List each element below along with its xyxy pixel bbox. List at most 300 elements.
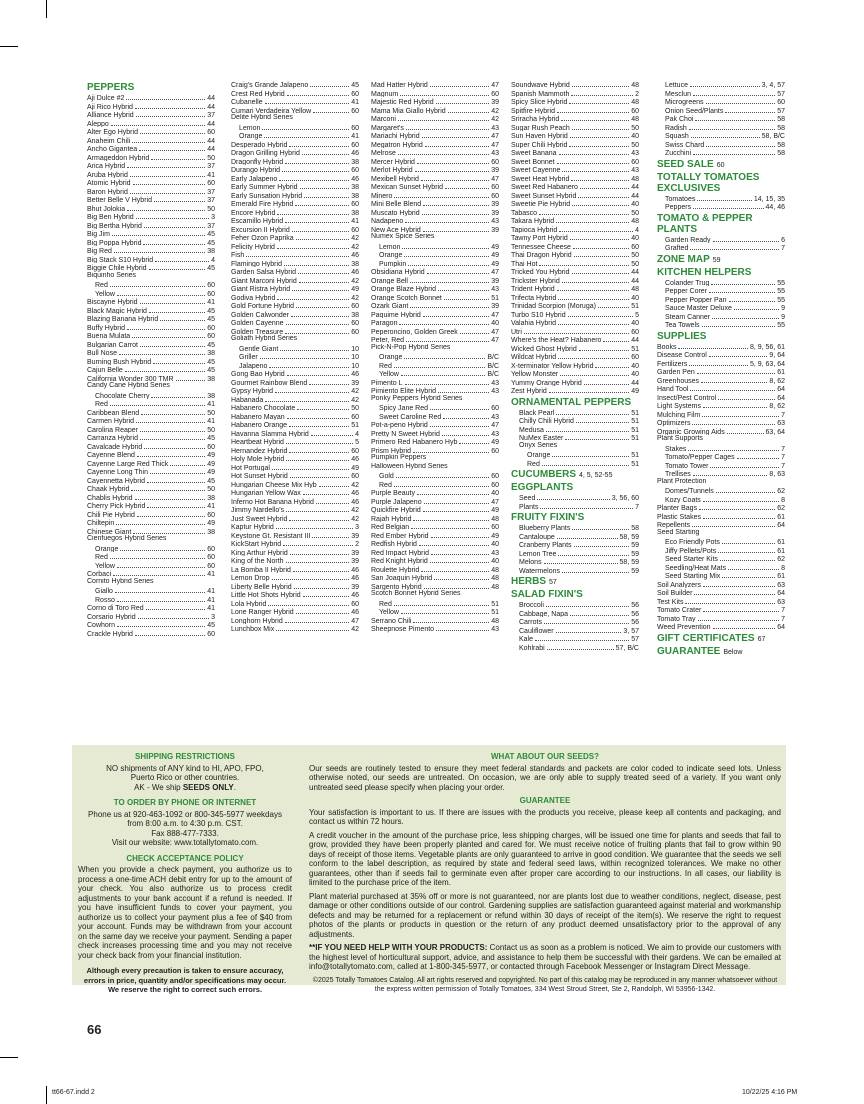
entry-page-ref: 42 bbox=[491, 116, 499, 123]
index-entry bbox=[511, 165, 639, 174]
entry-label: Spanish Mammoth bbox=[511, 90, 570, 97]
dot-leader bbox=[562, 276, 629, 283]
dot-leader bbox=[311, 429, 353, 436]
dot-leader bbox=[400, 89, 489, 96]
index-entry bbox=[87, 178, 215, 187]
entry-page-ref: 58, 59 bbox=[619, 533, 639, 540]
entry-page-ref: 45 bbox=[207, 358, 215, 365]
index-entry bbox=[371, 497, 499, 506]
entry-page-ref: 10 bbox=[351, 354, 359, 361]
entry-page-ref: 43 bbox=[491, 413, 499, 420]
dot-leader bbox=[149, 306, 205, 313]
index-entry bbox=[511, 532, 639, 541]
index-entry bbox=[87, 280, 215, 289]
entry-page-ref: 8, 63 bbox=[769, 471, 785, 478]
entry-label: Cowhorn bbox=[87, 622, 116, 629]
index-entry bbox=[511, 131, 639, 140]
index-entry bbox=[231, 556, 359, 565]
entry-label: Garden Ready bbox=[665, 236, 711, 243]
dot-leader bbox=[571, 174, 629, 181]
entry-page-ref: 49 bbox=[351, 286, 359, 293]
entry-page-ref: 38 bbox=[351, 311, 359, 318]
entry-page-ref: 46 bbox=[351, 175, 359, 182]
entry-label: Bulgarian Carrot bbox=[87, 341, 138, 348]
entry-page-ref: 62 bbox=[777, 556, 785, 563]
entry-page-ref: 3, 4, 57 bbox=[761, 82, 785, 89]
index-entry bbox=[371, 276, 499, 285]
index-entry bbox=[371, 165, 499, 174]
index-entry bbox=[511, 352, 639, 361]
dot-leader bbox=[147, 501, 205, 508]
dot-leader bbox=[316, 497, 349, 504]
dot-leader bbox=[710, 461, 779, 468]
index-entry bbox=[231, 327, 359, 336]
dot-leader bbox=[547, 643, 614, 650]
entry-label: Pick-N-Pop Hybrid Series bbox=[371, 343, 451, 351]
dot-leader bbox=[421, 174, 489, 181]
seeds-title: WHAT ABOUT OUR SEEDS? bbox=[491, 752, 599, 761]
entry-label: Craig's Grande Jalapeno bbox=[231, 82, 309, 89]
dot-leader bbox=[580, 182, 629, 189]
dot-leader bbox=[430, 403, 489, 410]
entry-label: Tomato Crater bbox=[657, 607, 702, 614]
index-entry bbox=[87, 510, 215, 519]
entry-page-ref: 48 bbox=[491, 575, 499, 582]
entry-page-ref: 40 bbox=[631, 371, 639, 378]
entry-page-ref: 47 bbox=[491, 328, 499, 335]
entry-label: Numex Spice Series bbox=[371, 233, 435, 240]
entry-page-ref: 60 bbox=[777, 99, 785, 106]
entry-label: Black Pearl bbox=[519, 409, 555, 416]
entry-page-ref: 60 bbox=[631, 328, 639, 335]
dot-leader bbox=[706, 97, 776, 104]
dot-leader bbox=[269, 361, 349, 368]
index-entry bbox=[657, 410, 785, 419]
entry-label: Hungarian Yellow Wax bbox=[231, 490, 301, 497]
index-entry bbox=[371, 386, 499, 395]
section-heading bbox=[657, 213, 785, 235]
date-slug: 10/22/25 4:16 PM bbox=[742, 1089, 798, 1096]
dot-leader bbox=[133, 527, 205, 534]
entry-label: Excursion II Hybrid bbox=[231, 226, 290, 233]
index-entry bbox=[371, 446, 499, 455]
index-entry bbox=[511, 416, 639, 425]
entry-label: Scotch Bonnet Hybrid Series bbox=[371, 590, 461, 597]
index-entry bbox=[231, 437, 359, 446]
entry-page-ref: 46 bbox=[351, 498, 359, 505]
entry-label: Pimento L bbox=[371, 379, 403, 386]
index-entry bbox=[371, 369, 499, 378]
index-entry bbox=[231, 318, 359, 327]
entry-label: Godiva Hybrid bbox=[231, 294, 276, 301]
entry-page-ref: 8, 62 bbox=[769, 377, 785, 384]
index-entry bbox=[231, 454, 359, 463]
index-entry bbox=[511, 191, 639, 200]
index-entry bbox=[511, 250, 639, 259]
dot-leader bbox=[546, 600, 629, 607]
dot-leader bbox=[703, 512, 775, 519]
dot-leader bbox=[119, 348, 205, 355]
entry-page-ref: 41 bbox=[207, 503, 215, 510]
index-entry bbox=[371, 361, 499, 370]
index-entry bbox=[87, 221, 215, 230]
index-entry bbox=[371, 250, 499, 259]
entry-page-ref: 60 bbox=[491, 192, 499, 199]
index-entry bbox=[87, 552, 215, 561]
section-page-ref: 59 bbox=[712, 256, 721, 264]
dot-leader bbox=[689, 359, 748, 366]
entry-page-ref: 8, 9, 56, 61 bbox=[749, 343, 785, 350]
entry-page-ref: 40 bbox=[631, 294, 639, 301]
dot-leader bbox=[133, 178, 206, 185]
index-entry bbox=[231, 395, 359, 404]
dot-leader bbox=[149, 263, 206, 270]
entry-label: Lemon bbox=[239, 124, 261, 131]
entry-label: Chinese Giant bbox=[87, 528, 132, 535]
entry-page-ref: 47 bbox=[491, 82, 499, 89]
dot-leader bbox=[561, 114, 629, 121]
entry-label: Squash bbox=[665, 133, 689, 140]
index-entry bbox=[657, 359, 785, 368]
entry-label: Lunchbox Mix bbox=[231, 626, 275, 633]
entry-page-ref: 44 bbox=[207, 95, 215, 102]
dot-leader bbox=[568, 310, 633, 317]
dot-leader bbox=[703, 605, 779, 612]
index-entry bbox=[231, 403, 359, 412]
dot-leader bbox=[722, 537, 775, 544]
dot-leader bbox=[711, 278, 775, 285]
index-entry bbox=[657, 418, 785, 427]
dot-leader bbox=[309, 378, 349, 385]
entry-page-ref: 57 bbox=[777, 107, 785, 114]
section-heading bbox=[511, 576, 639, 587]
index-entry bbox=[231, 131, 359, 140]
index-entry bbox=[657, 605, 785, 614]
entry-label: Mariachi Hybrid bbox=[371, 133, 420, 140]
dot-leader bbox=[265, 395, 349, 402]
dot-leader bbox=[693, 469, 768, 476]
entry-label: Jimmy Nardello's bbox=[231, 507, 285, 514]
entry-page-ref: 42 bbox=[351, 626, 359, 633]
entry-page-ref: 49 bbox=[491, 243, 499, 250]
section-heading-text: PEPPERS bbox=[87, 82, 135, 93]
index-entry bbox=[87, 442, 215, 451]
index-entry bbox=[231, 369, 359, 378]
entry-label: Candy Cane Hybrid Series bbox=[87, 382, 170, 389]
entry-label: Gold Fortune Hybrid bbox=[231, 303, 295, 310]
index-entry bbox=[87, 527, 215, 536]
section-heading-text: KITCHEN HELPERS bbox=[657, 266, 752, 278]
index-entry bbox=[511, 284, 639, 293]
website-link[interactable]: Visit our website: www.totallytomato.com. bbox=[111, 838, 259, 847]
entry-page-ref: 3 bbox=[355, 524, 359, 531]
index-entry bbox=[511, 208, 639, 217]
index-entry bbox=[231, 335, 359, 344]
index-entry bbox=[511, 276, 639, 285]
index-entry bbox=[371, 488, 499, 497]
index-entry bbox=[511, 442, 639, 451]
entry-label: Trellises bbox=[665, 471, 691, 478]
entry-label: Cayennetta Hybrid bbox=[87, 477, 145, 484]
entry-page-ref: 60 bbox=[351, 201, 359, 208]
entry-label: Soil Builder bbox=[657, 590, 693, 597]
entry-label: Cajun Belle bbox=[87, 367, 123, 374]
entry-page-ref: 4 bbox=[635, 226, 639, 233]
section-heading bbox=[511, 469, 639, 480]
entry-label: Big Poppa Hybrid bbox=[87, 239, 142, 246]
dot-leader bbox=[718, 546, 775, 553]
entry-label: Carranza Hybrid bbox=[87, 435, 138, 442]
entry-page-ref: 60 bbox=[491, 184, 499, 191]
entry-label: Orange Blaze Hybrid bbox=[371, 286, 436, 293]
dot-leader bbox=[405, 378, 490, 385]
entry-label: Mini Belle Blend bbox=[371, 201, 422, 208]
entry-page-ref: 42 bbox=[351, 235, 359, 242]
dot-leader bbox=[713, 235, 780, 242]
dot-leader bbox=[562, 165, 629, 172]
entry-page-ref: 5 bbox=[635, 311, 639, 318]
index-entry bbox=[87, 297, 215, 306]
dot-leader bbox=[539, 259, 629, 266]
policy-left-column bbox=[78, 750, 292, 995]
dot-leader bbox=[127, 323, 205, 330]
index-entry bbox=[511, 293, 639, 302]
index-entry bbox=[231, 539, 359, 548]
index-entry bbox=[657, 571, 785, 580]
entry-label: Golden Cayenne bbox=[231, 320, 284, 327]
shipping-ak-text: AK - We ship bbox=[134, 782, 183, 792]
entry-page-ref: 48 bbox=[491, 566, 499, 573]
entry-page-ref: 40 bbox=[491, 541, 499, 548]
dot-leader bbox=[438, 284, 489, 291]
dot-leader bbox=[544, 617, 629, 624]
index-entry bbox=[87, 399, 215, 408]
index-entry bbox=[231, 378, 359, 387]
dot-leader bbox=[698, 614, 780, 621]
entry-page-ref: 40 bbox=[491, 320, 499, 327]
entry-page-ref: 45 bbox=[207, 231, 215, 238]
entry-label: Stakes bbox=[665, 445, 687, 452]
dot-leader bbox=[283, 539, 353, 546]
entry-label: Habanada bbox=[231, 396, 264, 403]
order-line: from 8:00 a.m. to 4:30 p.m. CST. bbox=[127, 819, 243, 828]
entry-page-ref: 50 bbox=[631, 124, 639, 131]
index-entry bbox=[87, 238, 215, 247]
dot-leader bbox=[574, 250, 630, 257]
index-entry bbox=[657, 303, 785, 312]
dot-leader bbox=[688, 444, 779, 451]
index-entry bbox=[657, 461, 785, 470]
entry-page-ref: 39 bbox=[491, 303, 499, 310]
index-entry bbox=[87, 433, 215, 442]
entry-label: Inferno Hot Banana Hybrid bbox=[231, 498, 314, 505]
entry-page-ref: 39 bbox=[491, 99, 499, 106]
entry-label: Mesclun bbox=[665, 90, 692, 97]
entry-page-ref: 44 bbox=[631, 337, 639, 344]
dot-leader bbox=[544, 557, 618, 564]
order-line: Fax 888-477-7333. bbox=[151, 828, 219, 838]
index-entry bbox=[657, 537, 785, 546]
index-entry bbox=[511, 182, 639, 191]
entry-label: Melrose bbox=[371, 150, 396, 157]
index-entry bbox=[511, 549, 639, 558]
entry-label: Grafted bbox=[665, 245, 689, 252]
index-entry bbox=[511, 80, 639, 89]
entry-label: Onyx Series bbox=[519, 441, 558, 449]
index-entry bbox=[87, 476, 215, 485]
index-entry bbox=[87, 391, 215, 400]
entry-label: Domes/Tunnels bbox=[665, 488, 714, 495]
entry-label: Lettuce bbox=[665, 82, 688, 89]
index-entry bbox=[231, 582, 359, 591]
section-heading-text: CUCUMBERS bbox=[511, 469, 576, 480]
entry-page-ref: 47 bbox=[491, 311, 499, 318]
entry-label: Ancho Gigantea bbox=[87, 146, 138, 153]
index-entry bbox=[231, 386, 359, 395]
entry-page-ref: 45 bbox=[207, 622, 215, 629]
dot-leader bbox=[272, 573, 350, 580]
index-entry bbox=[511, 267, 639, 276]
entry-label: Carolina Reaper bbox=[87, 426, 138, 433]
index-entry bbox=[657, 89, 785, 98]
index-entry bbox=[371, 208, 499, 217]
entry-label: Lemon Tree bbox=[519, 550, 557, 557]
dot-leader bbox=[598, 301, 629, 308]
index-entry bbox=[371, 242, 499, 251]
entry-page-ref: 60 bbox=[351, 167, 359, 174]
entry-label: Habanero Chocolate bbox=[231, 405, 296, 412]
entry-label: Purple Jalapeno bbox=[371, 498, 422, 505]
dot-leader bbox=[423, 505, 489, 512]
index-entry bbox=[87, 450, 215, 459]
entry-page-ref: 64 bbox=[777, 590, 785, 597]
dot-leader bbox=[574, 540, 630, 547]
index-entry bbox=[87, 365, 215, 374]
entry-page-ref: 60 bbox=[207, 443, 215, 450]
entry-page-ref: 38 bbox=[207, 528, 215, 535]
index-entry bbox=[511, 140, 639, 149]
dot-leader bbox=[697, 367, 775, 374]
index-entry bbox=[657, 563, 785, 572]
entry-label: Seed Starting Mix bbox=[665, 573, 721, 580]
dot-leader bbox=[558, 293, 629, 300]
dot-leader bbox=[296, 301, 349, 308]
entry-page-ref: 44 bbox=[631, 269, 639, 276]
entry-label: Delite Hybrid Series bbox=[231, 114, 293, 121]
entry-label: Goliath Hybrid Series bbox=[231, 335, 298, 342]
index-entry bbox=[87, 289, 215, 298]
dot-leader bbox=[160, 314, 205, 321]
entry-label: Redfish Hybrid bbox=[371, 541, 417, 548]
index-entry bbox=[511, 310, 639, 319]
index-entry bbox=[87, 501, 215, 510]
dot-leader bbox=[424, 497, 490, 504]
entry-page-ref: 57 bbox=[631, 636, 639, 643]
entry-label: Heartbeat Hybrid bbox=[231, 439, 284, 446]
dot-leader bbox=[292, 284, 349, 291]
entry-page-ref: 38 bbox=[207, 392, 215, 399]
entry-label: Sriracha Hybrid bbox=[511, 116, 560, 123]
index-entry bbox=[371, 607, 499, 616]
dot-leader bbox=[285, 616, 349, 623]
index-entry bbox=[371, 335, 499, 344]
index-entry bbox=[231, 276, 359, 285]
entry-page-ref: 8 bbox=[781, 564, 785, 571]
entry-page-ref: 10 bbox=[351, 362, 359, 369]
entry-label: Kaptur Hybrid bbox=[231, 524, 274, 531]
shipping-line: NO shipments of ANY kind to HI, APO, FPO, bbox=[106, 763, 264, 773]
section-heading-text: ZONE MAP bbox=[657, 253, 710, 265]
index-entry bbox=[371, 471, 499, 480]
entry-page-ref: 60 bbox=[631, 243, 639, 250]
index-entry bbox=[231, 114, 359, 123]
dot-leader bbox=[304, 191, 349, 198]
dot-leader bbox=[716, 486, 775, 493]
dot-leader bbox=[285, 216, 349, 223]
index-entry bbox=[87, 578, 215, 587]
index-entry bbox=[87, 561, 215, 570]
entry-label: Dragonfly Hybrid bbox=[231, 158, 284, 165]
index-entry bbox=[371, 463, 499, 472]
index-entry bbox=[657, 350, 785, 359]
entry-page-ref: 60 bbox=[351, 107, 359, 114]
entry-page-ref: 3, 56, 60 bbox=[611, 495, 639, 502]
entry-label: Seed Starting bbox=[657, 528, 700, 536]
index-entry bbox=[511, 634, 639, 643]
index-entry bbox=[371, 216, 499, 225]
index-column bbox=[87, 80, 215, 637]
dot-leader bbox=[709, 286, 775, 293]
dot-leader bbox=[445, 182, 489, 189]
entry-page-ref: 47 bbox=[491, 498, 499, 505]
entry-page-ref: 50 bbox=[207, 426, 215, 433]
entry-page-ref: 43 bbox=[491, 626, 499, 633]
dot-leader bbox=[431, 531, 490, 538]
entry-label: Orange Bell bbox=[371, 277, 408, 284]
index-entry bbox=[511, 233, 639, 242]
entry-label: Trifecta Hybrid bbox=[511, 294, 557, 301]
index-entry bbox=[231, 624, 359, 633]
index-entry bbox=[371, 539, 499, 548]
index-entry bbox=[87, 93, 215, 102]
index-entry bbox=[511, 114, 639, 123]
entry-label: Weed Prevention bbox=[657, 624, 711, 631]
index-entry bbox=[511, 157, 639, 166]
dot-leader bbox=[692, 418, 775, 425]
dot-leader bbox=[423, 310, 489, 317]
section-heading-text: GUARANTEE bbox=[657, 645, 721, 657]
entry-page-ref: 41 bbox=[207, 418, 215, 425]
index-entry bbox=[231, 225, 359, 234]
dot-leader bbox=[549, 386, 629, 393]
index-entry bbox=[511, 450, 639, 459]
entry-page-ref: 7 bbox=[781, 411, 785, 418]
index-entry bbox=[231, 420, 359, 429]
help-paragraph bbox=[309, 943, 781, 972]
dot-leader bbox=[117, 620, 205, 627]
entry-page-ref: 55 bbox=[777, 288, 785, 295]
entry-page-ref: 47 bbox=[491, 175, 499, 182]
entry-label: Red bbox=[95, 401, 108, 408]
entry-label: Plant Protection bbox=[657, 477, 707, 485]
entry-label: Pepper Popper Pan bbox=[665, 296, 727, 303]
entry-page-ref: 47 bbox=[491, 337, 499, 344]
entry-page-ref: 50 bbox=[207, 205, 215, 212]
dot-leader bbox=[394, 361, 485, 368]
entry-page-ref: 39 bbox=[351, 532, 359, 539]
entry-label: Felicity Hybrid bbox=[231, 243, 275, 250]
entry-label: Sargento Hybrid bbox=[371, 583, 422, 590]
